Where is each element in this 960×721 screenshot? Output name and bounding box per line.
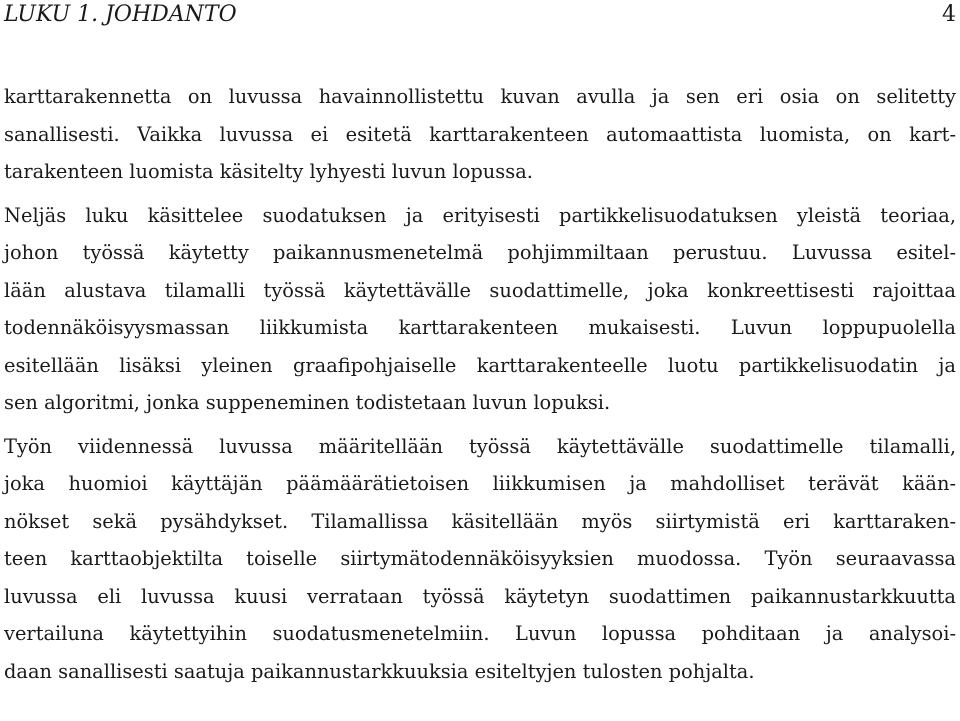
text-line: sen algoritmi, jonka suppeneminen todistetaan luvun lopuksi.: [4, 391, 611, 414]
text-line: tarakenteen luomista käsitelty lyhyesti luvun lopussa.: [4, 160, 533, 183]
running-header: [4, 0, 956, 30]
text-line: luvussa eli luvussa kuusi verrataan työssä käytetyn suodattimen paikannustarkkuutta: [4, 584, 956, 608]
text-line: Neljäs luku käsittelee suodatuksen ja erityisesti partikkelisuodatuksen yleistä teoriaa,: [4, 203, 956, 227]
text-line: Työn viidennessä luvussa määritellään työssä käytettävälle suodattimelle tilamalli,: [4, 434, 956, 458]
text-line: johon työssä käytetty paikannusmenetelmä pohjimmiltaan perustuu. Luvussa esitel-: [4, 241, 956, 264]
chapter-title: LUKU 1. JOHDANTO: [4, 2, 237, 27]
paragraph-3: [4, 428, 956, 691]
body-text: [4, 78, 956, 690]
text-line: vertailuna käytettyihin suodatusmenetelmiin. Luvun lopussa pohditaan ja analysoi-: [4, 622, 956, 645]
text-line: nökset sekä pysähdykset. Tilamallissa käsitellään myös siirtymistä eri karttaraken-: [4, 509, 956, 533]
page-number: 4: [942, 2, 956, 27]
text-line: esitellään lisäksi yleinen graafipohjaiselle karttarakenteelle luotu partikkelisuodatin ja: [4, 353, 956, 377]
paragraph-1: [4, 78, 956, 191]
text-line: todennäköisyysmassan liikkumista karttarakenteen mukaisesti. Luvun loppupuolella: [4, 316, 956, 339]
text-line: sanallisesti. Vaikka luvussa ei esitetä karttarakenteen automaattista luomista, on kart-: [4, 122, 956, 146]
text-line: joka huomioi käyttäjän päämäärätietoisen liikkumisen ja mahdolliset terävät kään-: [4, 472, 956, 495]
text-line: lään alustava tilamalli työssä käytettävälle suodattimelle, joka konkreettisesti rajoittaa: [4, 278, 956, 302]
paragraph-2: [4, 197, 956, 422]
text-line: teen karttaobjektilta toiselle siirtymätodennäköisyyksien muodossa. Työn seuraavassa: [4, 547, 956, 570]
text-line: daan sanallisesti saatuja paikannustarkkuuksia esiteltyjen tulosten pohjalta.: [4, 659, 755, 683]
text-line: karttarakennetta on luvussa havainnollistettu kuvan avulla ja sen eri osia on selitetty: [4, 85, 956, 108]
